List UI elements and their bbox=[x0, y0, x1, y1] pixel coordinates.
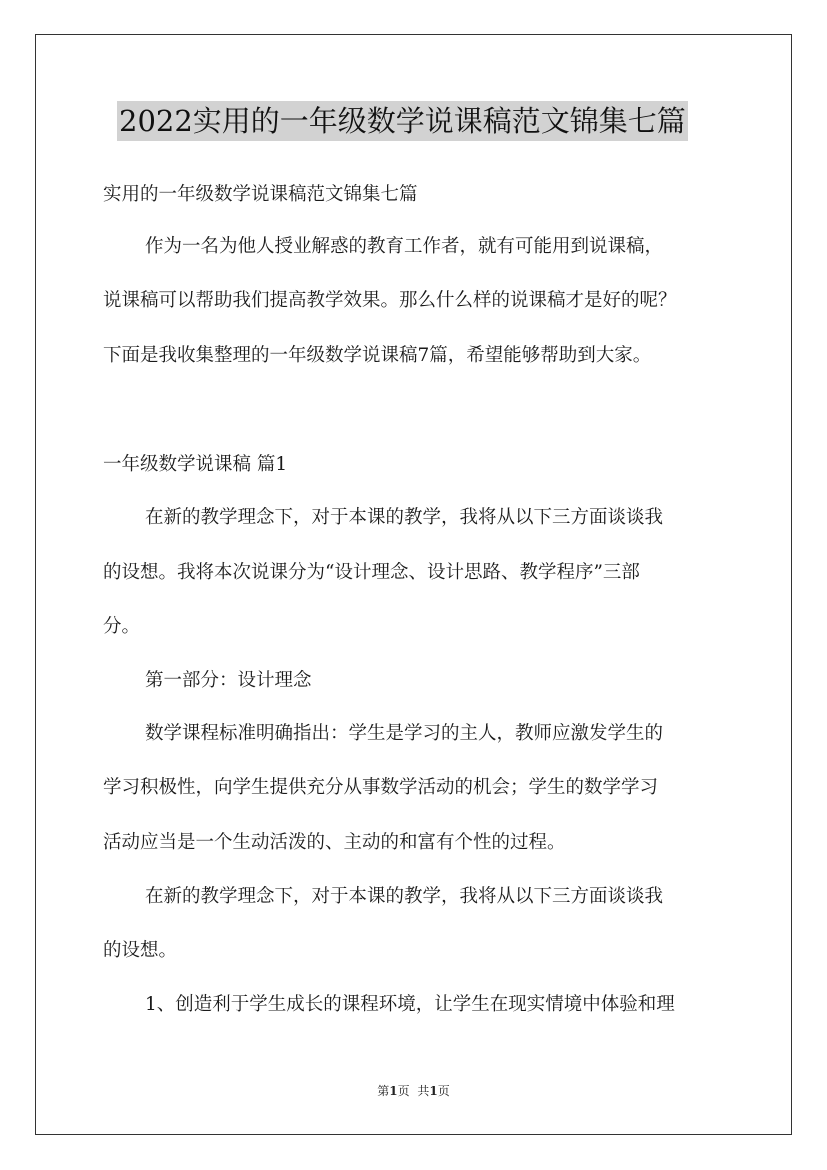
body-line-4: 数学课程标准明确指出：学生是学习的主人，教师应激发学生的 bbox=[145, 723, 664, 744]
body-line-7: 在新的教学理念下，对于本课的教学，我将从以下三方面谈谈我 bbox=[145, 886, 664, 907]
footer-total-number: 1 bbox=[429, 1084, 438, 1098]
section-heading: 一年级数学说课稿 篇1 bbox=[103, 454, 288, 475]
body-line-9: 1、创造利于学生成长的课程环境，让学生在现实情境中体验和理 bbox=[145, 994, 675, 1015]
document-title: 2022实用的一年级数学说课稿范文锦集七篇 bbox=[117, 101, 688, 141]
footer-page-prefix: 第 bbox=[377, 1084, 390, 1098]
body-line-6: 活动应当是一个生动活泼的、主动的和富有个性的过程。 bbox=[103, 832, 566, 853]
page-footer bbox=[0, 1083, 827, 1099]
footer-page-suffix: 页 bbox=[397, 1084, 410, 1098]
intro-line-3: 下面是我收集整理的一年级数学说课稿7篇，希望能够帮助到大家。 bbox=[103, 345, 652, 366]
body-line-8: 的设想。 bbox=[103, 940, 178, 961]
body-line-3: 分。 bbox=[103, 616, 141, 637]
part-one-heading: 第一部分：设计理念 bbox=[145, 670, 312, 691]
footer-page-number: 1 bbox=[389, 1084, 398, 1098]
intro-line-1: 作为一名为他人授业解惑的教育工作者，就有可能用到说课稿， bbox=[145, 236, 664, 257]
footer-total-prefix: 共 bbox=[417, 1084, 430, 1098]
intro-line-2: 说课稿可以帮助我们提高教学效果。那么什么样的说课稿才是好的呢？ bbox=[103, 290, 677, 311]
body-line-5: 学习积极性，向学生提供充分从事数学活动的机会；学生的数学学习 bbox=[103, 777, 659, 798]
body-line-1: 在新的教学理念下，对于本课的教学，我将从以下三方面谈谈我 bbox=[145, 507, 664, 528]
document-subtitle: 实用的一年级数学说课稿范文锦集七篇 bbox=[103, 184, 418, 205]
footer-total-suffix: 页 bbox=[437, 1084, 450, 1098]
body-line-2: 的设想。我将本次说课分为“设计理念、设计思路、教学程序”三部 bbox=[103, 562, 640, 583]
